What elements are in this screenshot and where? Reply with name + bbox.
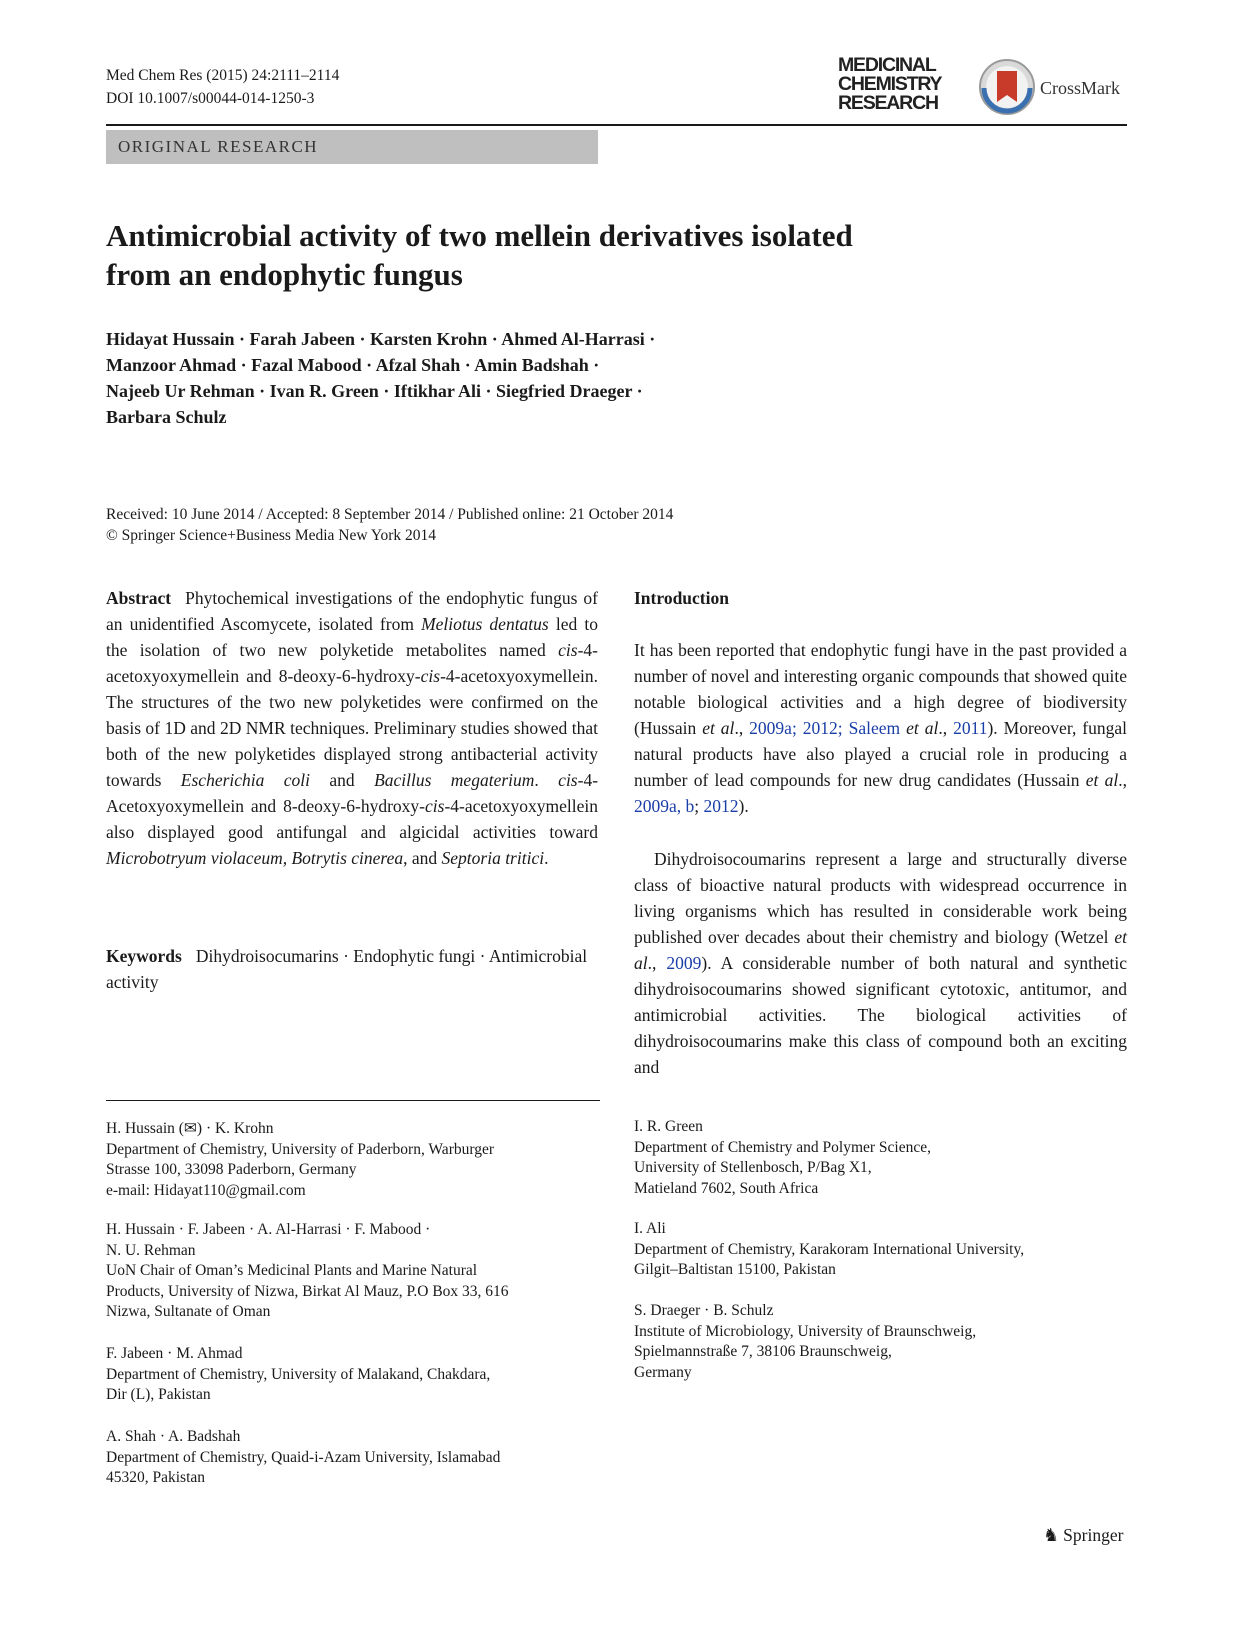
abstract-text: -4-Acetoxyoxymellein and 8-deoxy-6-hydroxy- bbox=[106, 770, 599, 816]
introduction-paragraph-1 bbox=[634, 637, 1127, 819]
affiliation-block bbox=[106, 1427, 600, 1489]
italic-term: cis bbox=[558, 640, 578, 660]
species-name: Septoria tritici bbox=[441, 848, 545, 868]
body-text: ). Moreover, fungal natural products have also played a crucial role in producing a number of lead compounds for new drug candidates (Hussain bbox=[634, 718, 1128, 790]
crossmark-label[interactable]: CrossMark bbox=[1040, 78, 1120, 98]
et-al: et al bbox=[702, 718, 735, 738]
citation-separator: ; bbox=[791, 718, 803, 738]
affiliation-line: Germany bbox=[634, 1363, 692, 1381]
crossmark-icon[interactable] bbox=[978, 58, 1036, 116]
publisher-name: Springer bbox=[1063, 1525, 1124, 1545]
springer-horse-icon: ♞ bbox=[1043, 1525, 1060, 1545]
affiliation-block bbox=[106, 1344, 600, 1406]
affiliation-names: I. R. Green bbox=[634, 1118, 703, 1135]
body-text: ., bbox=[1118, 770, 1127, 790]
authors-line-3: Najeeb Ur Rehman · Ivan R. Green · Iftikhar Ali · Siegfried Draeger · bbox=[106, 381, 643, 401]
section-label: ORIGINAL RESEARCH bbox=[106, 130, 598, 164]
citation-link[interactable]: 2012 bbox=[802, 718, 838, 738]
affiliation-line: Gilgit–Baltistan 15100, Pakistan bbox=[634, 1261, 836, 1278]
et-al: et al bbox=[906, 718, 939, 738]
article-title bbox=[106, 216, 1006, 294]
species-name: Meliotus dentatus bbox=[421, 614, 549, 634]
authors-line-1: Hidayat Hussain · Farah Jabeen · Karsten Krohn · Ahmed Al-Harrasi · bbox=[106, 329, 656, 349]
citation-link[interactable]: 2012 bbox=[703, 796, 739, 816]
italic-term: cis bbox=[424, 796, 445, 816]
affiliation-line: Department of Chemistry, Karakoram International University, bbox=[634, 1240, 1025, 1258]
abstract-text: -4-acetoxyoxymellein and 8-deoxy-6-hydroxy- bbox=[106, 640, 598, 686]
abstract bbox=[106, 585, 598, 871]
citation-link[interactable]: 2009a bbox=[634, 796, 677, 816]
affiliation-line: Dir (L), Pakistan bbox=[106, 1386, 211, 1403]
italic-term: cis bbox=[558, 770, 578, 790]
abstract-text: Phytochemical investigations of the endophytic fungus of an unidentified Ascomycete, isolated from bbox=[106, 588, 598, 634]
affiliation-line: Department of Chemistry and Polymer Science, bbox=[634, 1138, 932, 1156]
affiliation-line: 45320, Pakistan bbox=[106, 1469, 206, 1486]
abstract-text: , and bbox=[403, 848, 442, 868]
dates-line: Received: 10 June 2014 / Accepted: 8 September 2014 / Published online: 21 October 2014 bbox=[106, 506, 674, 523]
journal-logo bbox=[838, 56, 1138, 122]
affiliation-names: H. Hussain · F. Jabeen · A. Al-Harrasi · F. Mabood · bbox=[106, 1221, 431, 1238]
affiliation-names: I. Ali bbox=[634, 1220, 666, 1237]
doi-line: DOI 10.1007/s00044-014-1250-3 bbox=[106, 90, 315, 107]
body-text: ). A considerable number of both natural and synthetic dihydroisocoumarins showed significant cytotoxic, antitumor, and antimicrobial activities. The biological activities of dihydroisocoumarins make this class of compound both an exciting and bbox=[634, 953, 1127, 1077]
introduction-paragraph-2 bbox=[634, 846, 1127, 1080]
et-al: et al bbox=[634, 927, 1127, 973]
body-text: ., bbox=[647, 953, 667, 973]
et-al: et al bbox=[1085, 770, 1119, 790]
author-list bbox=[106, 326, 806, 430]
affiliation-names: N. U. Rehman bbox=[106, 1241, 196, 1259]
affiliation-names: A. Shah · A. Badshah bbox=[106, 1428, 241, 1445]
body-text: Dihydroisocoumarins represent a large and structurally diverse class of bioactive natural products with widespread occurrence in living organisms which has resulted in considerable work being published over decades about their chemistry and biology (Wetzel bbox=[634, 849, 1127, 947]
affiliation-line: Strasse 100, 33098 Paderborn, Germany bbox=[106, 1161, 357, 1178]
affiliation-email[interactable]: e-mail: Hidayat110@gmail.com bbox=[106, 1181, 306, 1199]
citation-separator: , bbox=[676, 796, 686, 816]
abstract-text: and bbox=[310, 770, 375, 790]
affiliation-line: Department of Chemistry, University of Malakand, Chakdara, bbox=[106, 1365, 491, 1383]
affiliation-names: H. Hussain (✉) · K. Krohn bbox=[106, 1120, 274, 1137]
affiliation-line: Department of Chemistry, University of Paderborn, Warburger bbox=[106, 1140, 495, 1158]
abstract-text: -4-acetoxyoxymellein. The structures of the two new polyketides were confirmed on the basis of 1D and 2D NMR techniques. Preliminary studies showed that both of the new polyketides displayed strong antibacterial activity towards bbox=[106, 666, 598, 790]
affiliation-line: Products, University of Nizwa, Birkat Al Mauz, P.O Box 33, 616 bbox=[106, 1282, 509, 1300]
affiliation-names: F. Jabeen · M. Ahmad bbox=[106, 1345, 243, 1362]
italic-term: cis bbox=[420, 666, 441, 686]
abstract-text: . bbox=[544, 848, 549, 868]
title-line-2: from an endophytic fungus bbox=[106, 257, 463, 292]
citation-separator: ; Saleem bbox=[837, 718, 907, 738]
introduction-heading: Introduction bbox=[634, 588, 729, 608]
citation-separator: ; bbox=[694, 796, 704, 816]
journal-logo-text bbox=[838, 56, 941, 113]
affiliation-block bbox=[634, 1117, 1128, 1199]
publication-dates bbox=[106, 504, 673, 546]
affiliation-block bbox=[634, 1301, 1128, 1383]
journal-line: Med Chem Res (2015) 24:2111–2114 bbox=[106, 67, 340, 84]
header-rule bbox=[106, 124, 1127, 126]
copyright-line: © Springer Science+Business Media New York 2014 bbox=[106, 527, 437, 544]
body-text: ., bbox=[938, 718, 954, 738]
affiliation-line: Nizwa, Sultanate of Oman bbox=[106, 1303, 271, 1320]
footnote-rule bbox=[106, 1100, 600, 1101]
logo-line-1: MEDICINAL bbox=[838, 54, 936, 76]
keywords-text: Dihydroisocumarins · Endophytic fungi · Antimicrobial activity bbox=[106, 946, 588, 992]
journal-citation bbox=[106, 64, 339, 110]
abstract-text: -4-acetoxyoxymellein also displayed good antifungal and algicidal activities toward bbox=[106, 796, 598, 842]
affiliation-line: University of Stellenbosch, P/Bag X1, bbox=[634, 1159, 872, 1176]
citation-link[interactable]: 2011 bbox=[953, 718, 988, 738]
authors-line-2: Manzoor Ahmad · Fazal Mabood · Afzal Shah · Amin Badshah · bbox=[106, 355, 600, 375]
affiliation-line: UoN Chair of Oman’s Medicinal Plants and Marine Natural bbox=[106, 1262, 478, 1279]
affiliation-line: Department of Chemistry, Quaid-i-Azam University, Islamabad bbox=[106, 1448, 501, 1466]
affiliation-line: Spielmannstraße 7, 38106 Braunschweig, bbox=[634, 1343, 892, 1360]
affiliation-block bbox=[106, 1220, 600, 1323]
affiliation-block bbox=[634, 1219, 1128, 1281]
body-text: ., bbox=[734, 718, 750, 738]
logo-line-2: CHEMISTRY bbox=[838, 73, 942, 95]
species-name: Microbotryum violaceum, Botrytis cinerea bbox=[106, 848, 404, 868]
citation-link[interactable]: 2009 bbox=[666, 953, 702, 973]
logo-line-3: RESEARCH bbox=[838, 92, 938, 114]
abstract-label: Abstract bbox=[106, 588, 172, 608]
abstract-text: led to the isolation of two new polyketide metabolites named bbox=[106, 614, 598, 660]
citation-link[interactable]: 2009a bbox=[749, 718, 792, 738]
affiliation-line: Matieland 7602, South Africa bbox=[634, 1179, 819, 1197]
publisher-mark bbox=[1043, 1525, 1123, 1546]
species-name: Bacillus megaterium bbox=[374, 770, 535, 790]
body-text: It has been reported that endophytic fungi have in the past provided a number of novel and interesting organic compounds that showed quite notable biological activities and a high degree of biodiversity (Hussain bbox=[634, 640, 1127, 738]
body-text: ). bbox=[738, 796, 749, 816]
keywords-label: Keywords bbox=[106, 946, 182, 966]
species-name: Escherichia coli bbox=[180, 770, 311, 790]
affiliation-block bbox=[106, 1119, 600, 1201]
title-line-1: Antimicrobial activity of two mellein derivatives isolated bbox=[106, 218, 853, 253]
citation-link[interactable]: b bbox=[685, 796, 695, 816]
affiliation-line: Institute of Microbiology, University of Braunschweig, bbox=[634, 1322, 977, 1340]
authors-line-4: Barbara Schulz bbox=[106, 407, 227, 427]
affiliation-names: S. Draeger · B. Schulz bbox=[634, 1302, 774, 1319]
abstract-text: . bbox=[534, 770, 559, 790]
keywords bbox=[106, 943, 598, 995]
